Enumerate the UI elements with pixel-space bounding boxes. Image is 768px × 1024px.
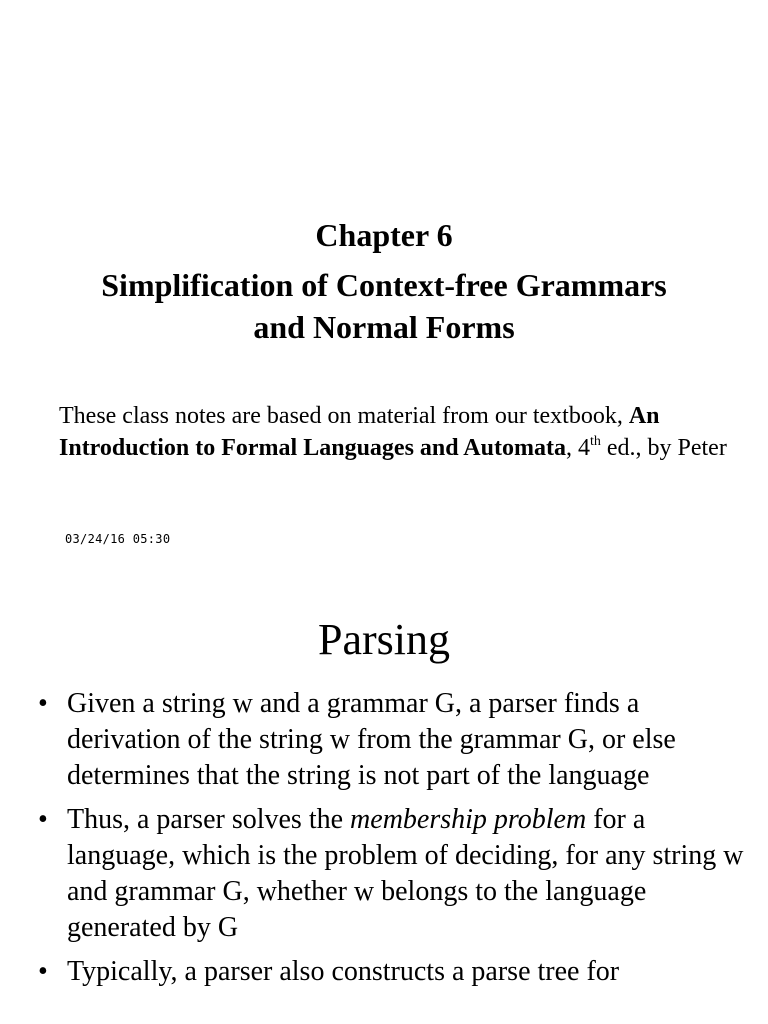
slide-title-parsing: Parsing: [318, 615, 450, 664]
chapter-subtitle-line-2: and Normal Forms: [253, 309, 515, 345]
bullet-item-3: [36, 954, 756, 990]
bullet-icon: •: [38, 804, 48, 835]
bullet-item-2: [36, 802, 756, 946]
notes-intro: These class notes are based on material from our textbook,: [59, 403, 629, 429]
timestamp: 03/24/16 05:30: [65, 532, 171, 546]
bullet-text-2-before: Thus, a parser solves the: [67, 804, 351, 835]
parsing-bullet-list: [36, 686, 756, 998]
edition-suffix: th: [589, 434, 601, 449]
textbook-title: An Introduction to Formal Languages and Automata: [59, 403, 660, 461]
chapter-title: Chapter 6: [315, 217, 453, 253]
bullet-icon: •: [38, 956, 48, 987]
edition-rest: ed., by Peter: [600, 435, 727, 461]
bullet-item-1: [36, 686, 756, 794]
chapter-subtitle-line-1: Simplification of Context-free Grammars: [101, 267, 667, 303]
bullet-text-2-after: for a language, which is the problem of deciding, for any string w and grammar G, whether w belongs to the language generated by G: [67, 804, 744, 943]
bullet-text-3: Typically, a parser also constructs a parse tree for: [67, 956, 620, 987]
bullet-text-1: Given a string w and a grammar G, a parser finds a derivation of the string w from the grammar G, or else determines that the string is not part of the language: [67, 688, 676, 791]
edition-number: , 4: [565, 435, 590, 461]
class-notes-paragraph: [59, 400, 729, 464]
membership-problem-term: membership problem: [350, 804, 587, 835]
bullet-icon: •: [38, 688, 48, 719]
chapter-subtitle: [40, 264, 728, 348]
